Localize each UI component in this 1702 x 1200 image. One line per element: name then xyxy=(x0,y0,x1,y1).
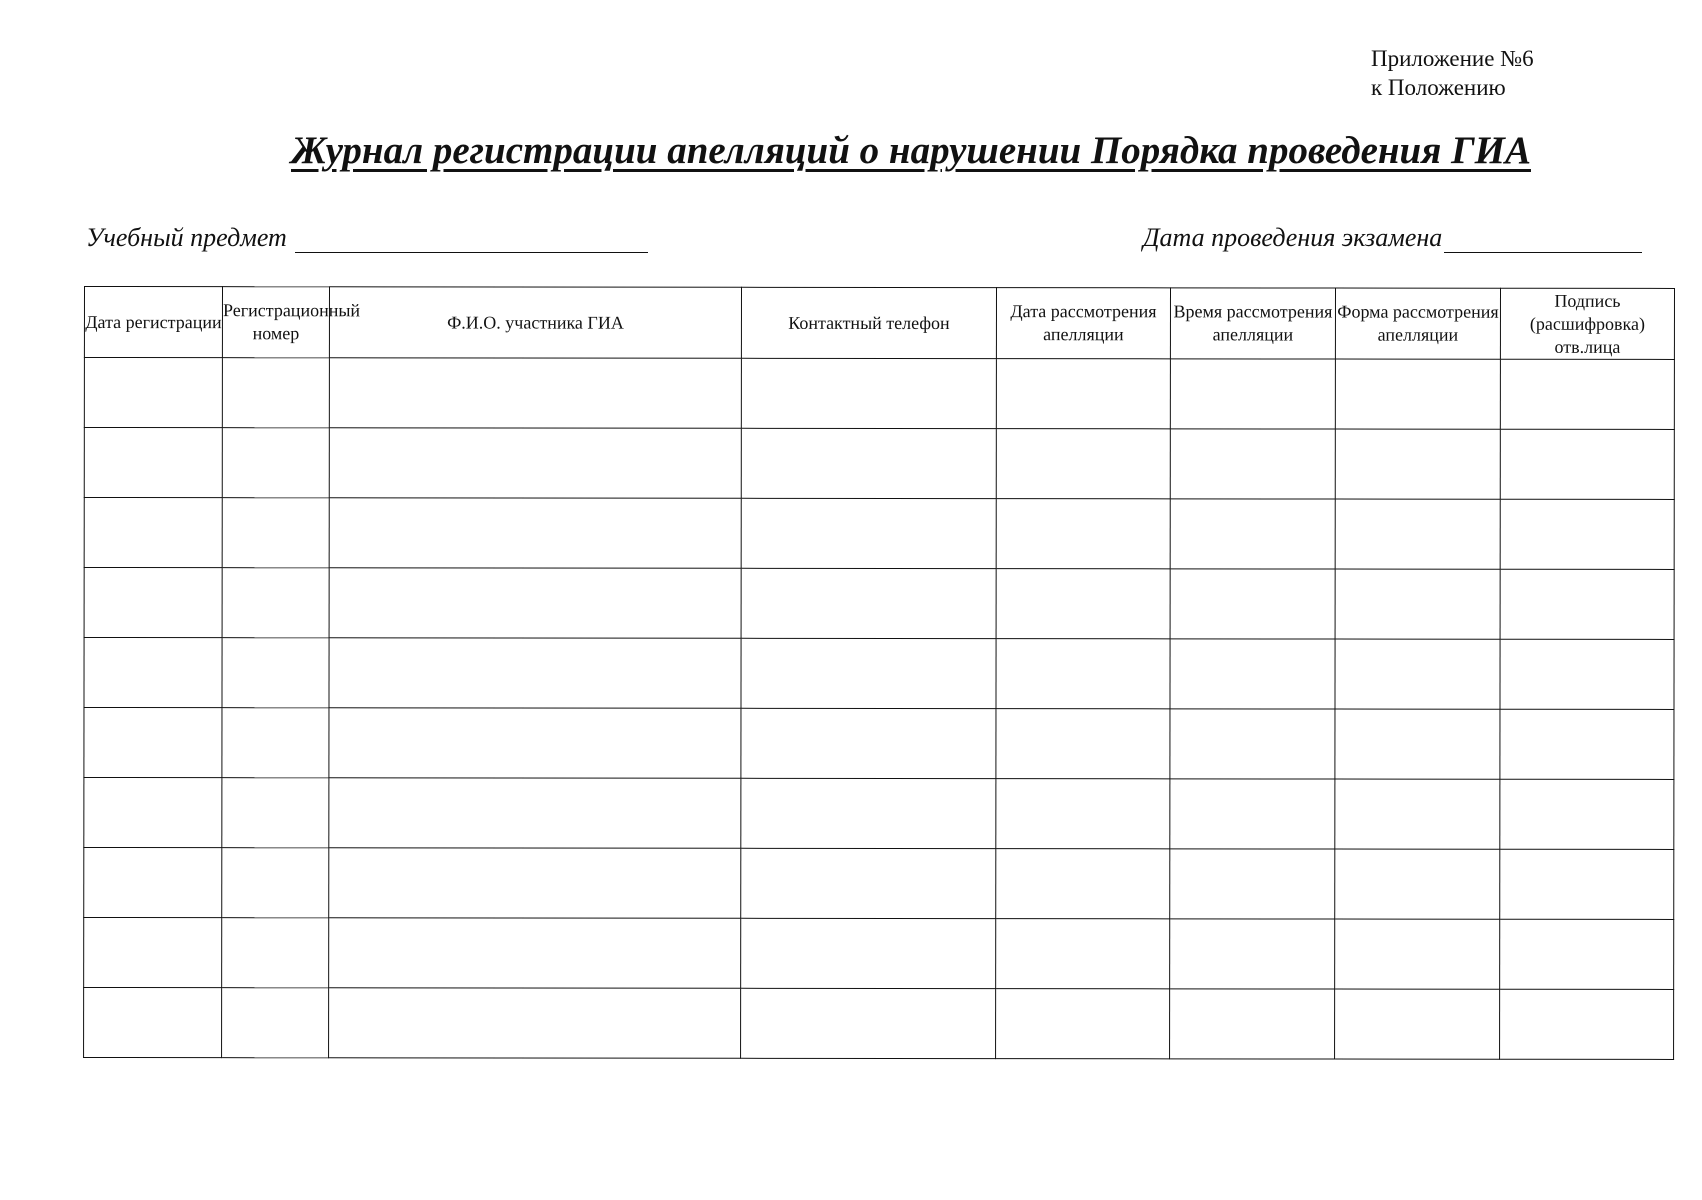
table-cell[interactable] xyxy=(329,638,741,709)
exam-date-field xyxy=(1143,222,1642,253)
table-cell[interactable] xyxy=(996,989,1170,1059)
table-cell[interactable] xyxy=(329,918,741,989)
table-cell[interactable] xyxy=(329,708,741,779)
table-cell[interactable] xyxy=(84,778,222,848)
appendix-note xyxy=(1371,44,1534,102)
subject-field xyxy=(86,222,648,253)
column-header: Контактный телефон xyxy=(741,287,996,358)
table-row xyxy=(84,708,1674,780)
table-cell[interactable] xyxy=(1500,569,1674,639)
column-header: Дата регистрации xyxy=(84,287,222,358)
table-cell[interactable] xyxy=(996,639,1170,709)
table-cell[interactable] xyxy=(996,849,1170,919)
table-cell[interactable] xyxy=(1170,499,1335,569)
table-cell[interactable] xyxy=(222,988,329,1058)
table-row xyxy=(84,498,1674,570)
appendix-line-2: к Положению xyxy=(1371,75,1506,100)
table-cell[interactable] xyxy=(996,709,1170,779)
table-cell[interactable] xyxy=(1170,919,1335,989)
column-header: Дата рассмотрения апелляции xyxy=(996,288,1170,359)
table-cell[interactable] xyxy=(222,428,329,498)
table-cell[interactable] xyxy=(1500,849,1674,919)
column-header: Ф.И.О. участника ГИА xyxy=(329,287,741,359)
table-header-row xyxy=(84,287,1674,360)
table-cell[interactable] xyxy=(741,918,996,988)
table-cell[interactable] xyxy=(222,568,329,638)
column-header: Форма рассмотрения апелляции xyxy=(1335,288,1500,359)
table-cell[interactable] xyxy=(329,358,741,429)
table-cell[interactable] xyxy=(1170,779,1335,849)
column-header: Подпись (расшифровка) отв.лица xyxy=(1500,288,1674,359)
table-cell[interactable] xyxy=(1500,989,1674,1059)
table-cell[interactable] xyxy=(84,918,222,988)
table-cell[interactable] xyxy=(84,498,222,568)
table-cell[interactable] xyxy=(1500,709,1674,779)
subject-label: Учебный предмет xyxy=(86,223,287,252)
table-cell[interactable] xyxy=(1500,919,1674,989)
table-cell[interactable] xyxy=(741,638,996,708)
table-cell[interactable] xyxy=(1335,919,1500,989)
table-cell[interactable] xyxy=(1170,569,1335,639)
table-row xyxy=(84,988,1674,1060)
table-cell[interactable] xyxy=(329,778,741,849)
table-cell[interactable] xyxy=(84,638,222,708)
table-cell[interactable] xyxy=(1170,989,1335,1059)
column-header: Время рассмотрения апелляции xyxy=(1170,288,1335,359)
exam-date-blank-line xyxy=(1444,222,1642,253)
subject-blank-line xyxy=(295,222,648,253)
table-cell[interactable] xyxy=(741,778,996,848)
table-cell[interactable] xyxy=(1500,429,1674,499)
table-cell[interactable] xyxy=(84,428,222,498)
table-cell[interactable] xyxy=(222,358,329,428)
exam-date-label: Дата проведения экзамена xyxy=(1143,223,1443,252)
table-cell[interactable] xyxy=(996,919,1170,989)
table-row xyxy=(84,848,1674,920)
table-row xyxy=(84,778,1674,850)
table-cell[interactable] xyxy=(1335,429,1500,499)
table-cell[interactable] xyxy=(1170,429,1335,499)
table-cell[interactable] xyxy=(1335,499,1500,569)
table-cell[interactable] xyxy=(329,498,741,569)
table-cell[interactable] xyxy=(996,569,1170,639)
table-cell[interactable] xyxy=(1335,849,1500,919)
table-cell[interactable] xyxy=(741,498,996,568)
document-title: Журнал регистрации апелляций о нарушении Порядка проведения ГИА xyxy=(291,129,1531,172)
table-cell[interactable] xyxy=(1335,359,1500,429)
table-cell[interactable] xyxy=(84,568,222,638)
table-cell[interactable] xyxy=(1170,639,1335,709)
table-cell[interactable] xyxy=(329,428,741,499)
table-cell[interactable] xyxy=(222,498,329,568)
table-cell[interactable] xyxy=(741,358,996,428)
table-cell[interactable] xyxy=(1170,849,1335,919)
table-cell[interactable] xyxy=(1335,989,1500,1059)
table-cell[interactable] xyxy=(1500,499,1674,569)
table-cell[interactable] xyxy=(329,988,741,1059)
table-cell[interactable] xyxy=(1170,359,1335,429)
table-cell[interactable] xyxy=(1170,709,1335,779)
column-header: Регистрационный номер xyxy=(222,287,329,358)
table-cell[interactable] xyxy=(741,988,996,1058)
table-cell[interactable] xyxy=(996,429,1170,499)
table-cell[interactable] xyxy=(84,848,222,918)
table-cell[interactable] xyxy=(1335,639,1500,709)
table-row xyxy=(84,358,1674,430)
table-cell[interactable] xyxy=(222,778,329,848)
table-cell[interactable] xyxy=(996,499,1170,569)
table-cell[interactable] xyxy=(1500,359,1674,429)
table-row xyxy=(84,638,1674,710)
table-cell[interactable] xyxy=(1335,779,1500,849)
table-cell[interactable] xyxy=(1335,569,1500,639)
appeals-journal-table xyxy=(83,286,1675,1060)
table-row xyxy=(84,428,1674,500)
table-body xyxy=(84,358,1675,1060)
table-cell[interactable] xyxy=(741,848,996,918)
table-cell[interactable] xyxy=(222,918,329,988)
table-cell[interactable] xyxy=(222,638,329,708)
table-cell[interactable] xyxy=(741,568,996,638)
table-cell[interactable] xyxy=(1500,639,1674,709)
table-cell[interactable] xyxy=(1500,779,1674,849)
table-cell[interactable] xyxy=(996,779,1170,849)
table-cell[interactable] xyxy=(329,568,741,639)
table-row xyxy=(84,568,1674,640)
table-cell[interactable] xyxy=(741,428,996,498)
appendix-line-1: Приложение №6 xyxy=(1371,46,1534,71)
table-cell[interactable] xyxy=(84,988,222,1058)
table-cell[interactable] xyxy=(1335,709,1500,779)
table-row xyxy=(84,918,1674,990)
table-cell[interactable] xyxy=(84,708,222,778)
table-cell[interactable] xyxy=(741,708,996,778)
table-cell[interactable] xyxy=(222,848,329,918)
table-cell[interactable] xyxy=(84,358,222,428)
table-cell[interactable] xyxy=(996,359,1170,429)
table-cell[interactable] xyxy=(329,848,741,919)
table-cell[interactable] xyxy=(222,708,329,778)
